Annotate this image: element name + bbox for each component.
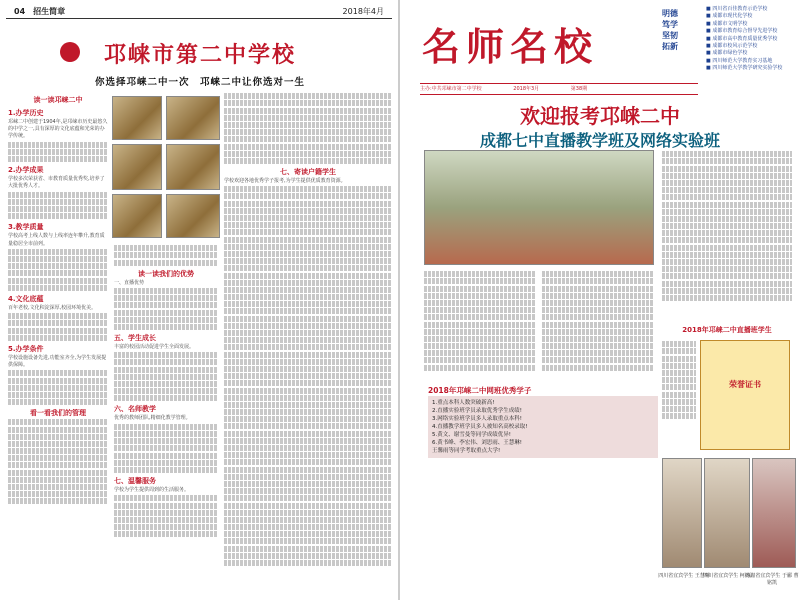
section-heading: 1.办学历史: [8, 109, 44, 117]
table-row: 6.黄书峰、李宏伟、刘思雨、王慧琳!: [432, 440, 522, 446]
article-column: [424, 270, 536, 380]
honor-item: ■ 四川师范大学教学研究实验学校: [706, 65, 796, 72]
left-right-column: [224, 92, 392, 592]
issue-date: 2018年4月: [342, 7, 384, 16]
honor-item: ■ 成都市教育综合督导先进学校: [706, 28, 796, 35]
school-slogan: 你选择邛崃二中一次 邛崃二中让你选对一生: [94, 77, 305, 88]
table-row: 5.黄文、谢雪曼等同学成绩优异!: [432, 432, 511, 438]
honors-list: [706, 6, 796, 73]
honor-item: ■ 成都市绿色学校: [706, 50, 796, 57]
section-heading: 5.办学条件: [8, 344, 44, 353]
certificate-title: 荣誉证书: [729, 380, 761, 389]
section-heading: 3.教学质量: [8, 223, 44, 232]
subheadline: 成都七中直播教学班及网络实验班: [479, 131, 720, 150]
side-text: [662, 340, 696, 450]
school-title: 邛崃市第二中学校: [103, 42, 296, 68]
honor-item: ■ 四川师范大学教育实习基地: [706, 58, 796, 65]
masthead-title: 名师名校: [422, 24, 599, 69]
page-number: 04 招生简章: [14, 7, 66, 16]
publisher: 主办:中共邛崃市第二中学校: [420, 86, 482, 92]
photo-caption: 四川省宜宾学生 柯杨洁: [703, 573, 755, 579]
section-heading: 4.文化底蕴: [8, 294, 44, 303]
issue-number: 第38期: [570, 86, 588, 92]
motto-word: 笃学: [662, 20, 678, 29]
table-row: 1.重点本科人数突破新高!: [432, 400, 495, 406]
student-photo: [752, 458, 796, 568]
section-text: 学校多次荣获省、市教育质量优秀奖,培养了大批优秀人才。: [8, 176, 105, 190]
motto-word: 拓新: [662, 42, 678, 51]
section-text: 百年老校,文化积淀深厚,校园环境优美。: [8, 304, 97, 311]
honor-table-title: 2018年邛崃二中网班优秀学子: [428, 386, 532, 395]
school-motto: [662, 8, 700, 52]
photo-caption: 四川省宜宾学生 王慧林: [658, 573, 710, 579]
honor-certificate: [700, 340, 790, 450]
honor-item: ■ 四川省百佳教育示范学校: [706, 6, 796, 13]
award-photo: [166, 144, 220, 190]
resident-students-heading: 七、寄读户籍学生: [280, 167, 336, 176]
section-heading: 读一读我们的优势: [138, 269, 194, 278]
section-text: 丰富的校园活动促进学生全面发展。: [114, 343, 195, 350]
table-row: 4.直播教学班学员多人被知名高校录取!: [432, 424, 528, 430]
right-col-heading-wrap: [662, 322, 792, 336]
section-text: 学校欢迎各地优秀学子报考,为学生提供优质教育资源。: [224, 177, 346, 184]
section-text: 邛崃二中创建于1904年,是邛崃市历史最悠久的中学之一,具有深厚的文化底蕴和光荣的办学传统。: [8, 119, 108, 140]
issue-date: 2018年3月: [513, 86, 540, 92]
section-text: 学校设施设备先进,功能室齐全,为学生发展提供保障。: [8, 354, 107, 369]
left-column: [8, 92, 108, 592]
left-page-header: [6, 4, 392, 19]
section-text: 学校高考上线人数与上线率连年攀升,教育质量稳居全市前列。: [8, 233, 105, 247]
headline: 欢迎报考邛崃二中: [520, 104, 680, 128]
award-photo: [166, 96, 220, 140]
intro-heading: 读一读邛崃二中: [33, 96, 83, 104]
issue-meta-bar: [420, 83, 698, 95]
right-col-heading: 2018年邛崃二中直播班学生: [682, 326, 772, 334]
right-article-column: [662, 150, 792, 320]
table-row: 王馨雨等同学考取重点大学!: [432, 448, 501, 454]
motto-word: 坚韧: [662, 31, 678, 40]
award-photo: [112, 144, 162, 190]
motto-word: 明德: [662, 9, 678, 18]
honor-item: ■ 成都市现代化学校: [706, 13, 796, 20]
section-text: 一、直播优势: [114, 279, 145, 286]
honor-item: ■ 成都市文明学校: [706, 21, 796, 28]
section-heading: 五、学生成长: [114, 333, 156, 342]
table-row: 3.网络实验班学员多人录取重点本科!: [432, 416, 522, 422]
table-row: 2.直播实验班学员录取优秀学生成绩!: [432, 408, 522, 414]
student-photo: [662, 458, 702, 568]
honor-table: [428, 396, 658, 458]
honor-item: ■ 成都市高中教育质量优秀学校: [706, 36, 796, 43]
school-logo-icon: [60, 42, 80, 62]
honor-item: ■ 成都市校风示范学校: [706, 43, 796, 50]
classroom-photo: [424, 150, 654, 265]
award-photo: [112, 194, 162, 238]
middle-column: [114, 244, 218, 594]
management-heading: 看一看我们的管理: [30, 409, 86, 418]
article-column: [542, 270, 654, 380]
photo-caption: 四川省宜宾学生 于郦 曹铭凯: [745, 573, 799, 586]
section-heading: 七、温馨服务: [114, 476, 156, 485]
student-photo: [704, 458, 750, 568]
section-heading: 六、名师教学: [114, 405, 156, 414]
award-photo: [166, 194, 220, 238]
section-heading: 2.办学成果: [8, 166, 44, 175]
section-text: 优秀的教师团队,精细化教学管理。: [114, 415, 191, 422]
award-photo: [112, 96, 162, 140]
right-page: [400, 0, 800, 600]
section-text: 学校为学生提供周到的生活服务。: [114, 486, 190, 493]
